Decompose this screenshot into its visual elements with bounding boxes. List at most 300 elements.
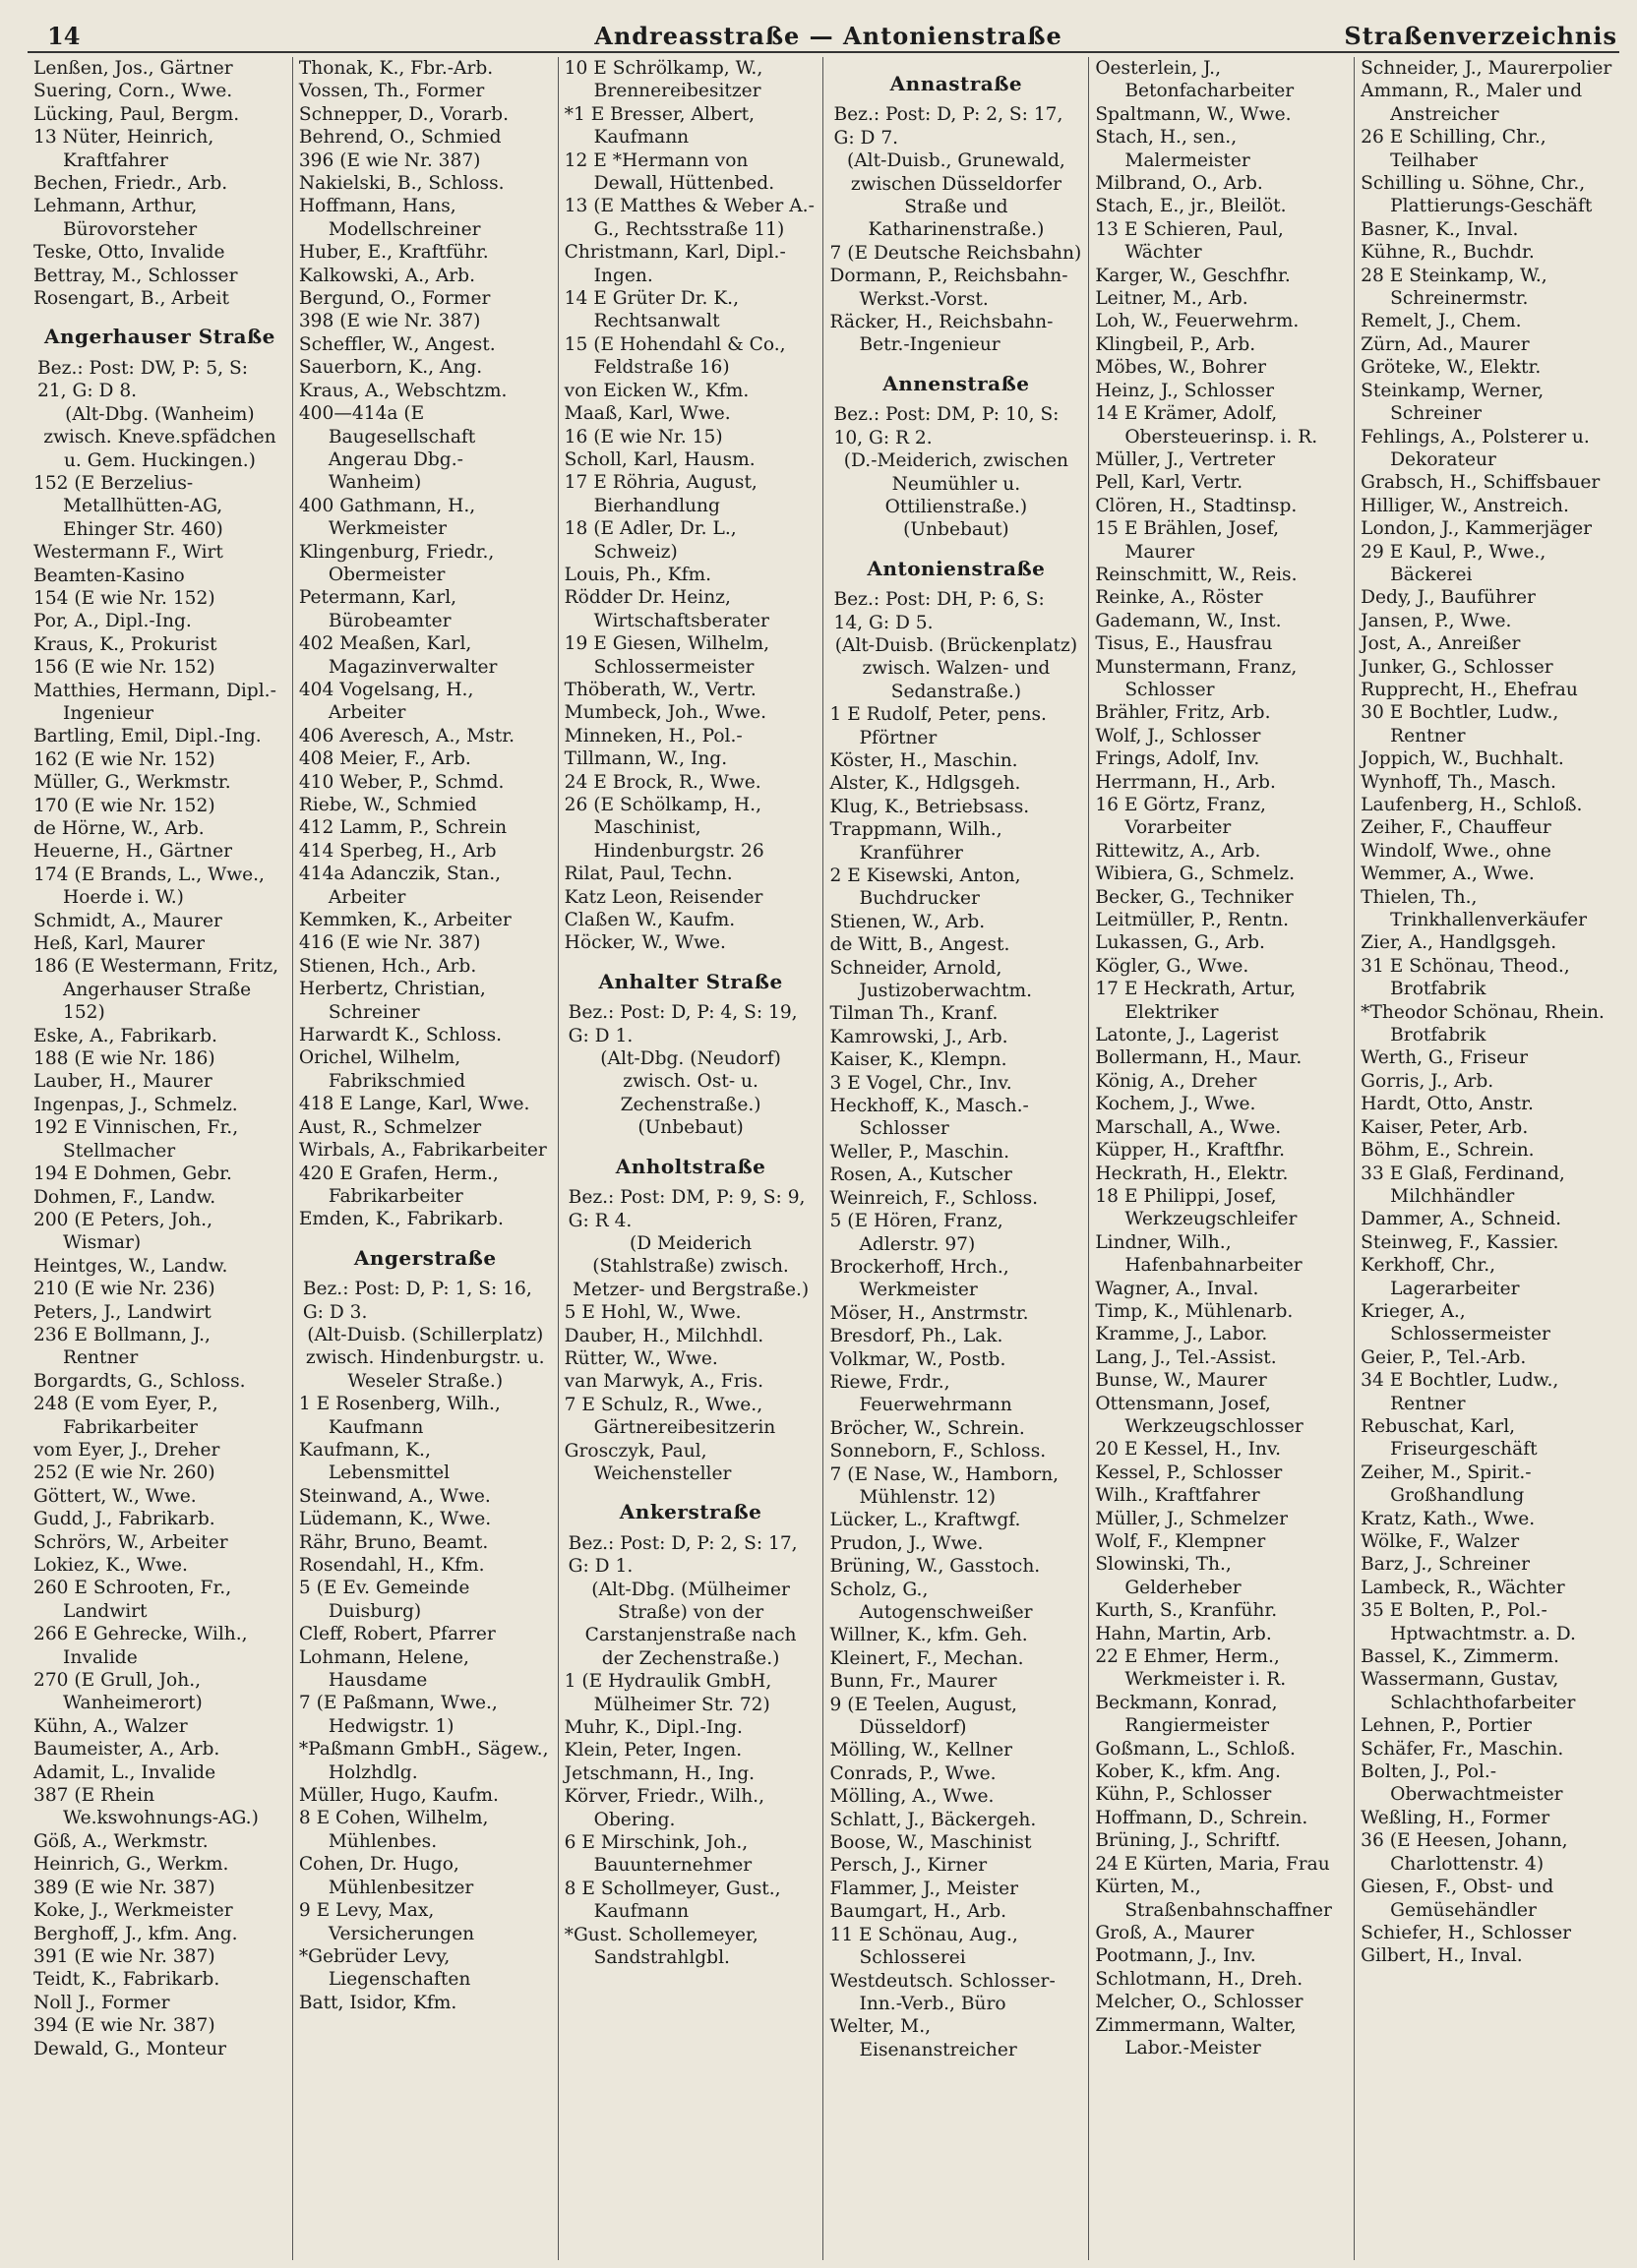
directory-entry: Adamit, L., Invalide (33, 1761, 216, 1783)
directory-entry: 210 (E wie Nr. 236) (33, 1279, 215, 1300)
directory-entry: 10 E Schrölkamp, W., Brennereibesitzer (564, 58, 763, 102)
directory-entry: Heckhoff, K., Masch.-Schlosser (829, 1096, 1029, 1140)
directory-entry: *Gebrüder Levy, Liegenschaften (298, 1945, 471, 1991)
directory-entry: Leitner, M., Arb. (1095, 288, 1248, 310)
directory-entry: *1 E Bresser, Albert, Kaufmann (564, 103, 756, 149)
directory-entry: Willner, K., kfm. Geh. (829, 1625, 1028, 1646)
directory-entry: Kraus, A., Webschtzm. (298, 380, 508, 401)
directory-entry: 188 (E wie Nr. 186) (33, 1048, 215, 1070)
directory-entry: Hoffmann, Hans, Modellschreiner (298, 196, 481, 240)
directory-entry: Möbes, W., Bohrer (1095, 357, 1267, 379)
page-number: 14 (47, 22, 81, 50)
directory-column (1089, 57, 1355, 2260)
directory-entry: 192 E Vinnischen, Fr., Stellmacher (33, 1117, 239, 1162)
directory-entry: Matthies, Hermann, Dipl.-Ingenieur (33, 680, 276, 724)
directory-entry: Müller, J., Schmelzer (1095, 1508, 1289, 1529)
directory-entry: Barz, J., Schreiner (1361, 1554, 1530, 1576)
street-location-note: (Unbebaut) (903, 519, 1009, 541)
header-rule (28, 51, 1619, 53)
directory-entry: Rödder Dr. Heinz, Wirtschaftsberater (564, 587, 769, 631)
directory-entry: Weller, P., Maschin. (829, 1141, 1010, 1163)
directory-entry: Milbrand, O., Arb. (1095, 173, 1263, 195)
directory-entry: Kalkowski, A., Arb. (298, 265, 475, 286)
directory-entry: Heinrich, G., Werkm. (33, 1854, 229, 1876)
directory-entry: *Theodor Schönau, Rhein. Brotfabrik (1361, 1001, 1605, 1046)
directory-entry: 7 (E Nase, W., Hamborn, Mühlenstr. 12) (829, 1463, 1060, 1508)
directory-entry: Cohen, Dr. Hugo, Mühlenbesitzer (298, 1854, 474, 1898)
directory-entry: Kamrowski, J., Arb. (829, 1026, 1008, 1047)
directory-entry: Oesterlein, J., Betonfacharbeiter (1095, 58, 1295, 102)
directory-entry: Persch, J., Kirner (829, 1855, 988, 1877)
directory-entry: Batt, Isidor, Kfm. (298, 1992, 457, 2013)
directory-entry: Ammann, R., Maler und Anstreicher (1361, 81, 1583, 125)
directory-entry: Göttert, W., Wwe. (33, 1485, 197, 1507)
directory-entry: Heinz, J., Schlosser (1095, 380, 1275, 401)
directory-entry: Groß, A., Maurer (1095, 1922, 1254, 1943)
directory-entry: 14 E Krämer, Adolf, Obersteuerinsp. i. R. (1095, 403, 1318, 448)
directory-entry: Jetschmann, H., Ing. (564, 1762, 756, 1784)
directory-entry: 5 (E Hören, Franz, Adlerstr. 97) (829, 1211, 1003, 1255)
directory-entry: 194 E Dohmen, Gebr. (33, 1164, 232, 1185)
directory-entry: Claßen W., Kaufm. (564, 910, 736, 931)
street-district-info: Bez.: Post: DH, P: 6, S: 14, G: D 5. (833, 589, 1045, 633)
header-section-title: Straßenverzeichnis (1344, 22, 1617, 50)
directory-entry: Emden, K., Fabrikarb. (298, 1209, 504, 1230)
directory-entry: Timp, K., Mühlenarb. (1095, 1300, 1294, 1322)
directory-entry: 15 (E Hohendahl & Co., Feldstraße 16) (564, 333, 786, 379)
directory-entry: Gudd, J., Fabrikarb. (33, 1509, 215, 1530)
directory-entry: 7 (E Paßmann, Wwe., Hedwigstr. 1) (298, 1693, 498, 1737)
directory-entry: *Gust. Schollemeyer, Sandstrahlgbl. (564, 1924, 758, 1969)
directory-entry: Reinschmitt, W., Reis. (1095, 564, 1298, 585)
directory-entry: Welter, M., Eisenanstreicher (829, 2016, 1017, 2060)
directory-entry: Müller, J., Vertreter (1095, 448, 1275, 470)
directory-entry: Koke, J., Werkmeister (33, 1900, 233, 1922)
directory-entry: Bassel, K., Zimmerm. (1361, 1646, 1559, 1668)
directory-entry: Gröteke, W., Elektr. (1361, 357, 1542, 379)
directory-entry: 391 (E wie Nr. 387) (33, 1945, 215, 1967)
directory-entry: Peters, J., Landwirt (33, 1301, 212, 1323)
directory-column (293, 57, 559, 2260)
directory-entry: Zier, A., Handlgsgeh. (1361, 932, 1557, 954)
directory-entry: Steinkamp, Werner, Schreiner (1361, 380, 1545, 425)
directory-entry: Lambeck, R., Wächter (1361, 1577, 1565, 1598)
directory-entry: 16 E Görtz, Franz, Vorarbeiter (1095, 795, 1266, 839)
street-location-note: (Alt-Duisb., Grunewald, zwischen Düsseldorfer Straße und Katharinenstraße.) (846, 150, 1065, 241)
directory-entry: Kühn, P., Schlosser (1095, 1784, 1272, 1806)
directory-entry: 12 E *Hermann von Dewall, Hüttenbed. (564, 149, 775, 195)
directory-entry: 36 (E Heesen, Johann, Charlottenstr. 4) (1361, 1830, 1568, 1875)
directory-entry: Hardt, Otto, Anstr. (1361, 1094, 1534, 1115)
directory-entry: Bunse, W., Maurer (1095, 1370, 1267, 1392)
directory-entry: Teske, Otto, Invalide (33, 242, 225, 264)
directory-entry: Kaiser, K., Klempn. (829, 1049, 1007, 1071)
directory-entry: Rosengart, B., Arbeit (33, 288, 229, 310)
directory-entry: de Witt, B., Angest. (829, 934, 1010, 956)
directory-entry: Geier, P., Tel.-Arb. (1361, 1346, 1527, 1368)
directory-entry: 414a Adanczik, Stan., Arbeiter (298, 864, 502, 908)
directory-entry: 35 E Bolten, P., Pol.-Hptwachtmstr. a. D. (1361, 1600, 1576, 1644)
directory-entry: Schlatt, J., Bäckergeh. (829, 1809, 1037, 1830)
directory-entry: Klingbeil, P., Arb. (1095, 333, 1256, 355)
directory-entry: Eske, A., Fabrikarb. (33, 1025, 217, 1046)
directory-entry: Höcker, W., Wwe. (564, 932, 726, 954)
directory-entry: Laufenberg, H., Schloß. (1361, 795, 1583, 815)
directory-columns (28, 57, 1619, 2260)
directory-entry: 17 E Röhria, August, Bierhandlung (564, 472, 758, 516)
directory-entry: 2 E Kisewski, Anton, Buchdrucker (829, 865, 1021, 910)
directory-entry: Ottensmann, Josef, Werkzeugschlosser (1095, 1393, 1304, 1437)
directory-entry: Dauber, H., Milchhdl. (564, 1325, 764, 1346)
directory-entry: 5 (E Ev. Gemeinde Duisburg) (298, 1578, 470, 1622)
street-heading: Angerstraße (353, 1245, 497, 1270)
directory-entry: Klug, K., Betriebsass. (829, 796, 1030, 817)
directory-entry: Tillmann, W., Ing. (564, 748, 728, 770)
directory-entry: Zeiher, F., Chauffeur (1361, 817, 1551, 839)
directory-entry: Riebe, W., Schmied (298, 795, 477, 815)
directory-entry: Lang, J., Tel.-Assist. (1095, 1346, 1277, 1368)
directory-entry: Flammer, J., Meister (829, 1878, 1018, 1899)
directory-entry: Borgardts, G., Schloss. (33, 1370, 246, 1392)
directory-entry: 26 (E Schölkamp, H., Maschinist, Hindenburgstr. 26 (564, 795, 764, 862)
directory-entry: 236 E Bollmann, J., Rentner (33, 1324, 211, 1369)
directory-entry: Beamten-Kasino (33, 565, 185, 586)
directory-entry: Wemmer, A., Wwe. (1361, 864, 1535, 885)
directory-entry: Huber, E., Kraftführ. (298, 242, 489, 264)
directory-entry: Ingenpas, J., Schmelz. (33, 1094, 238, 1115)
directory-entry: 17 E Heckrath, Artur, Elektriker (1095, 979, 1297, 1023)
directory-entry: Rosen, A., Kutscher (829, 1164, 1012, 1186)
directory-entry: Wirbals, A., Fabrikarbeiter (298, 1140, 547, 1162)
directory-entry: 252 (E wie Nr. 260) (33, 1462, 215, 1484)
directory-entry: Lücker, L., Kraftwgf. (829, 1510, 1021, 1531)
directory-entry: 156 (E wie Nr. 152) (33, 657, 215, 679)
directory-entry: Jansen, P., Wwe. (1361, 610, 1512, 631)
directory-entry: Kraus, K., Prokurist (33, 633, 217, 655)
directory-entry: 1 E Rudolf, Peter, pens. Pförtner (829, 704, 1047, 748)
directory-entry: Thielen, Th., Trinkhallenverkäufer (1361, 886, 1588, 931)
directory-entry: Möser, H., Anstrmstr. (829, 1302, 1029, 1324)
directory-entry: Muhr, K., Dipl.-Ing. (564, 1717, 743, 1739)
directory-entry: 8 E Cohen, Wilhelm, Mühlenbes. (298, 1808, 489, 1852)
directory-entry: van Marwyk, A., Fris. (564, 1371, 763, 1393)
directory-entry: Müller, Hugo, Kaufm. (298, 1785, 499, 1807)
directory-entry: Por, A., Dipl.-Ing. (33, 611, 192, 632)
header-title: Andreasstraße — Antonienstraße (594, 22, 1062, 50)
directory-entry: Kaiser, Peter, Arb. (1361, 1116, 1529, 1138)
street-district-info: Bez.: Post: DM, P: 9, S: 9, G: R 4. (568, 1187, 806, 1231)
directory-entry: Vossen, Th., Former (298, 81, 485, 102)
directory-entry: 418 E Lange, Karl, Wwe. (298, 1094, 530, 1115)
directory-entry: Gorris, J., Arb. (1361, 1070, 1494, 1092)
directory-entry: Dedy, J., Bauführer (1361, 587, 1536, 609)
directory-entry: Rebuschat, Karl, Friseurgeschäft (1361, 1415, 1538, 1461)
directory-entry: Dormann, P., Reichsbahn-Werkst.-Vorst. (829, 266, 1068, 310)
directory-entry: Grabsch, H., Schiffsbauer (1361, 472, 1601, 494)
directory-entry: Pell, Karl, Vertr. (1095, 472, 1243, 494)
directory-entry: Gilbert, H., Inval. (1361, 1945, 1523, 1967)
street-location-note: (D Meiderich (Stahlstraße) zwisch. Metzer- und Bergstraße.) (572, 1232, 810, 1300)
directory-entry: Basner, K., Inval. (1361, 218, 1519, 240)
directory-entry: Wibiera, G., Schmelz. (1095, 864, 1296, 885)
street-district-info: Bez.: Post: DM, P: 10, S: 10, G: R 2. (833, 404, 1060, 448)
directory-entry: Wolf, F., Klempner (1095, 1531, 1266, 1552)
street-district-info: Bez.: Post: D, P: 4, S: 19, G: D 1. (568, 1002, 798, 1046)
directory-entry: Scheffler, W., Angest. (298, 333, 496, 355)
directory-entry: Schiefer, H., Schlosser (1361, 1922, 1571, 1943)
directory-entry: Kleinert, F., Mechan. (829, 1647, 1024, 1669)
street-heading: Annastraße (889, 72, 1023, 95)
directory-entry: 13 Nüter, Heinrich, Kraftfahrer (33, 127, 214, 171)
directory-column (559, 57, 824, 2260)
directory-entry: Kögler, G., Wwe. (1095, 955, 1249, 977)
directory-entry: 18 (E Adler, Dr. L., Schweiz) (564, 518, 737, 563)
directory-entry: Lücking, Paul, Bergm. (33, 103, 240, 125)
directory-entry: Wölke, F., Walzer (1361, 1531, 1520, 1552)
directory-entry: Steinweg, F., Kassier. (1361, 1231, 1559, 1253)
directory-entry: 387 (E Rhein We.kswohnungs-AG.) (33, 1785, 259, 1829)
directory-entry: Lohmann, Helene, Hausdame (298, 1646, 469, 1692)
directory-entry: 15 E Brählen, Josef, Maurer (1095, 518, 1280, 563)
directory-entry: 20 E Kessel, H., Inv. (1095, 1439, 1282, 1461)
street-location-note: (Alt-Dbg. (Neudorf) zwisch. Ost- u. Zechenstraße.) (600, 1048, 781, 1115)
directory-entry: Joppich, W., Buchhalt. (1361, 748, 1564, 770)
directory-entry: Cleff, Robert, Pfarrer (298, 1624, 496, 1645)
directory-entry: Kemmken, K., Arbeiter (298, 910, 512, 931)
directory-entry: 416 (E wie Nr. 387) (298, 932, 481, 954)
directory-entry: 3 E Vogel, Chr., Inv. (829, 1072, 1012, 1094)
directory-entry: Rittewitz, A., Arb. (1095, 840, 1261, 862)
directory-entry: Kerkhoff, Chr., Lagerarbeiter (1361, 1255, 1520, 1299)
directory-entry: 400—414a (E Baugesellschaft Angerau Dbg.-Wanheim) (298, 403, 476, 494)
directory-entry: Hoffmann, D., Schrein. (1095, 1807, 1308, 1828)
directory-entry: Baumgart, H., Arb. (829, 1901, 1007, 1923)
directory-entry: Karger, W., Geschfhr. (1095, 265, 1291, 286)
directory-entry: Brüning, J., Schriftf. (1095, 1830, 1281, 1852)
street-heading: Anholtstraße (615, 1154, 766, 1178)
directory-entry: Lokiez, K., Wwe. (33, 1555, 188, 1576)
street-district-info: Bez.: Post: D, P: 2, S: 17, G: D 7. (833, 104, 1063, 149)
directory-entry: Rilat, Paul, Techn. (564, 864, 733, 885)
directory-entry: 270 (E Grull, Joh., Wanheimerort) (33, 1670, 203, 1714)
directory-entry: Lenßen, Jos., Gärtner (33, 58, 233, 79)
directory-column (1355, 57, 1619, 2260)
directory-entry: Junker, G., Schlosser (1361, 656, 1553, 678)
directory-entry: Sauerborn, K., Ang. (298, 357, 483, 379)
directory-entry: Zürn, Ad., Maurer (1361, 333, 1530, 355)
directory-entry: Reinke, A., Röster (1095, 587, 1263, 609)
directory-entry: 402 Meaßen, Karl, Magazinverwalter (298, 633, 498, 678)
directory-entry: Kaufmann, K., Lebensmittel (298, 1439, 451, 1484)
street-heading: Antonienstraße (867, 556, 1046, 580)
directory-entry: Göß, A., Werkmstr. (33, 1830, 209, 1852)
street-location-note: (Alt-Dbg. (Wanheim) zwisch. Kneve.spfädchen u. Gem. Huckingen.) (43, 403, 276, 471)
directory-entry: Lehmann, Arthur, Bürovorsteher (33, 196, 198, 240)
directory-entry: 260 E Schrooten, Fr., Landwirt (33, 1578, 232, 1622)
directory-entry: Trappmann, Wilh., Kranführer (829, 819, 1002, 864)
street-heading: Angerhauser Straße (43, 325, 275, 349)
directory-entry: Weinreich, F., Schloss. (829, 1187, 1039, 1209)
directory-entry: 414 Sperbeg, H., Arb (298, 840, 497, 862)
directory-entry: 31 E Schönau, Theod., Brotfabrik (1361, 955, 1570, 1000)
directory-entry: 34 E Bochtler, Ludw., Rentner (1361, 1370, 1559, 1414)
directory-entry: Dewald, G., Monteur (33, 2038, 227, 2059)
directory-entry: Köster, H., Maschin. (829, 749, 1018, 771)
directory-entry: 6 E Mirschink, Joh., Bauunternehmer (564, 1832, 753, 1877)
directory-entry: *Paßmann GmbH., Sägew., Holzhdlg. (298, 1739, 549, 1783)
directory-entry: von Eicken W., Kfm. (564, 380, 750, 401)
street-location-note: (D.-Meiderich, zwischen Neumühler u. Ottilienstraße.) (843, 450, 1068, 517)
directory-entry: Teidt, K., Fabrikarb. (33, 1969, 220, 1991)
directory-entry: Kramme, J., Labor. (1095, 1324, 1268, 1345)
directory-column (28, 57, 293, 2260)
directory-entry: 18 E Philippi, Josef, Werkzeugschleifer (1095, 1185, 1298, 1230)
directory-entry: Berghoff, J., kfm. Ang. (33, 1923, 238, 1944)
page-header (39, 18, 1617, 53)
directory-entry: Schneider, Arnold, Justizoberwachtm. (829, 957, 1033, 1002)
directory-entry: Böhm, E., Schrein. (1361, 1140, 1535, 1162)
street-heading: Ankerstraße (619, 1500, 762, 1524)
directory-entry: 394 (E wie Nr. 387) (33, 2015, 215, 2037)
directory-entry: Jost, A., Anreißer (1361, 633, 1521, 655)
directory-entry: 11 E Schönau, Aug., Schlosserei (829, 1924, 1018, 1969)
directory-entry: Bettray, M., Schlosser (33, 265, 238, 286)
directory-entry: Hahn, Martin, Arb. (1095, 1623, 1272, 1644)
directory-entry: 1 (E Hydraulik GmbH, Mülheimer Str. 72) (564, 1671, 772, 1715)
directory-entry: Conrads, P., Wwe. (829, 1762, 997, 1784)
directory-entry: 398 (E wie Nr. 387) (298, 311, 481, 332)
directory-entry: 420 E Grafen, Herm., Fabrikarbeiter (298, 1163, 499, 1207)
directory-entry: 28 E Steinkamp, W., Schreinermstr. (1361, 265, 1547, 310)
directory-column (823, 57, 1089, 2260)
directory-entry: Weßling, H., Former (1361, 1807, 1550, 1828)
street-heading: Anhalter Straße (598, 969, 783, 993)
directory-entry: 19 E Giesen, Wilhelm, Schlossermeister (564, 633, 770, 678)
directory-entry: 174 (E Brands, L., Wwe., Hoerde i. W.) (33, 864, 265, 909)
directory-entry: Louis, Ph., Kfm. (564, 564, 712, 585)
directory-entry: Rupprecht, H., Ehefrau (1361, 679, 1578, 700)
directory-entry: 14 E Grüter Dr. K., Rechtsanwalt (564, 288, 739, 332)
directory-entry: Bechen, Friedr., Arb. (33, 173, 228, 195)
directory-entry: Windolf, Wwe., ohne (1361, 840, 1551, 862)
directory-entry: Scholz, G., Autogenschweißer (829, 1579, 1033, 1623)
directory-entry: Christmann, Karl, Dipl.-Ingen. (564, 242, 786, 286)
directory-entry: Bollermann, H., Maur. (1095, 1047, 1303, 1069)
directory-entry: 200 (E Peters, Joh., Wismar) (33, 1209, 212, 1254)
directory-entry: 33 E Glaß, Ferdinand, Milchhändler (1361, 1163, 1565, 1207)
directory-entry: Schrörs, W., Arbeiter (33, 1531, 228, 1553)
directory-entry: 412 Lamm, P., Schrein (298, 817, 508, 839)
directory-entry: Giesen, F., Obst- und Gemüsehändler (1361, 1877, 1554, 1921)
directory-entry: Lukassen, G., Arb. (1095, 932, 1265, 954)
directory-entry: Kürten, M., Straßenbahnschaffner (1095, 1877, 1332, 1921)
directory-entry: Klingenburg, Friedr., Obermeister (298, 541, 495, 585)
directory-entry: Frings, Adolf, Inv. (1095, 748, 1260, 770)
directory-entry: Klein, Peter, Ingen. (564, 1740, 743, 1761)
directory-entry: Petermann, Karl, Bürobeamter (298, 587, 457, 631)
street-district-info: Bez.: Post: DW, P: 5, S: 21, G: D 8. (37, 357, 248, 402)
directory-entry: Suering, Corn., Wwe. (33, 81, 233, 102)
directory-entry: 13 E Schieren, Paul, Wächter (1095, 218, 1284, 264)
directory-entry: Wagner, A., Inval. (1095, 1278, 1259, 1299)
directory-entry: 404 Vogelsang, H., Arbeiter (298, 679, 474, 724)
directory-entry: 5 E Hohl, W., Wwe. (564, 1302, 742, 1324)
directory-entry: Tilman Th., Kranf. (829, 1003, 999, 1025)
directory-entry: Räcker, H., Reichsbahn-Betr.-Ingenieur (829, 312, 1054, 356)
directory-entry: Lüdemann, K., Wwe. (298, 1509, 492, 1530)
directory-entry: 16 (E wie Nr. 15) (564, 426, 723, 448)
directory-entry: 22 E Ehmer, Herm., Werkmeister i. R. (1095, 1646, 1287, 1691)
street-location-note: (Unbebaut) (637, 1117, 744, 1139)
directory-entry: Schneider, J., Maurerpolier (1361, 58, 1612, 79)
directory-entry: Riewe, Frdr., Feuerwehrmann (829, 1371, 1012, 1416)
directory-entry: Bolten, J., Pol.-Oberwachtmeister (1361, 1761, 1563, 1806)
directory-entry: Thonak, K., Fbr.-Arb. (298, 58, 494, 79)
directory-entry: Fehlings, A., Polsterer u. Dekorateur (1361, 426, 1590, 470)
directory-entry: Bresdorf, Ph., Lak. (829, 1326, 1003, 1347)
directory-entry: Pootmann, J., Inv. (1095, 1945, 1256, 1967)
directory-entry: Lehnen, P., Portier (1361, 1715, 1532, 1737)
directory-entry: 7 E Schulz, R., Wwe., Gärtnereibesitzerin (564, 1394, 776, 1439)
directory-entry: Dammer, A., Schneid. (1361, 1209, 1562, 1230)
directory-entry: vom Eyer, J., Dreher (33, 1439, 220, 1461)
directory-entry: Bartling, Emil, Dipl.-Ing. (33, 726, 262, 747)
directory-entry: Schilling u. Söhne, Chr., Plattierungs-Geschäft (1361, 173, 1593, 217)
directory-entry: 30 E Bochtler, Ludw., Rentner (1361, 702, 1559, 746)
directory-entry: 1 E Rosenberg, Wilh., Kaufmann (298, 1394, 501, 1438)
directory-entry: Mölling, W., Kellner (829, 1740, 1013, 1761)
directory-entry: Beckmann, Konrad, Rangiermeister (1095, 1692, 1278, 1737)
street-district-info: Bez.: Post: D, P: 1, S: 16, G: D 3. (302, 1279, 532, 1323)
directory-entry: 170 (E wie Nr. 152) (33, 795, 215, 816)
directory-entry: Kühn, A., Walzer (33, 1715, 188, 1737)
directory-entry: Behrend, O., Schmied (298, 127, 502, 149)
directory-entry: Brockerhoff, Hrch., Werkmeister (829, 1256, 1009, 1301)
street-heading: Annenstraße (882, 371, 1030, 395)
directory-entry: Loh, W., Feuerwehrm. (1095, 311, 1300, 332)
directory-entry: Mölling, A., Wwe. (829, 1786, 995, 1808)
directory-entry: de Hörne, W., Arb. (33, 818, 205, 839)
directory-entry: Leitmüller, P., Rentn. (1095, 910, 1290, 931)
directory-entry: Bergund, O., Former (298, 288, 491, 310)
directory-entry: Bunn, Fr., Maurer (829, 1671, 998, 1693)
directory-entry: Marschall, A., Wwe. (1095, 1116, 1282, 1138)
directory-entry: Lauber, H., Maurer (33, 1071, 212, 1093)
directory-entry: Maaß, Karl, Wwe. (564, 403, 731, 425)
directory-entry: Scholl, Karl, Hausm. (564, 448, 756, 470)
directory-entry: Boose, W., Maschinist (829, 1832, 1032, 1854)
directory-entry: Stach, E., jr., Bleilöt. (1095, 196, 1287, 217)
directory-entry: Wassermann, Gustav, Schlachthofarbeiter (1361, 1669, 1576, 1713)
directory-entry: Baumeister, A., Arb. (33, 1739, 220, 1761)
directory-entry: Dohmen, F., Landw. (33, 1186, 216, 1208)
directory-entry: Munstermann, Franz, Schlosser (1095, 656, 1298, 700)
directory-entry: 9 (E Teelen, August, Düsseldorf) (829, 1694, 1017, 1739)
directory-entry: Hilliger, W., Anstreich. (1361, 495, 1569, 516)
directory-entry: Brähler, Fritz, Arb. (1095, 702, 1271, 724)
directory-entry: Minneken, H., Pol.- (564, 725, 743, 746)
directory-entry: Lindner, Wilh., Hafenbahnarbeiter (1095, 1231, 1303, 1277)
directory-entry: Harwardt K., Schloss. (298, 1025, 503, 1046)
directory-entry: Werth, G., Friseur (1361, 1047, 1528, 1069)
street-district-info: Bez.: Post: D, P: 2, S: 17, G: D 1. (568, 1532, 798, 1578)
directory-entry: Westermann F., Wirt (33, 542, 223, 564)
directory-entry: 406 Averesch, A., Mstr. (298, 725, 515, 746)
directory-entry: Remelt, J., Chem. (1361, 311, 1522, 332)
directory-entry: Melcher, O., Schlosser (1095, 1992, 1304, 2013)
street-location-note: (Alt-Dbg. (Mülheimer Straße) von der Carstanjenstraße nach der Zechenstraße.) (584, 1579, 797, 1669)
directory-entry: Schnepper, D., Vorarb. (298, 103, 509, 125)
